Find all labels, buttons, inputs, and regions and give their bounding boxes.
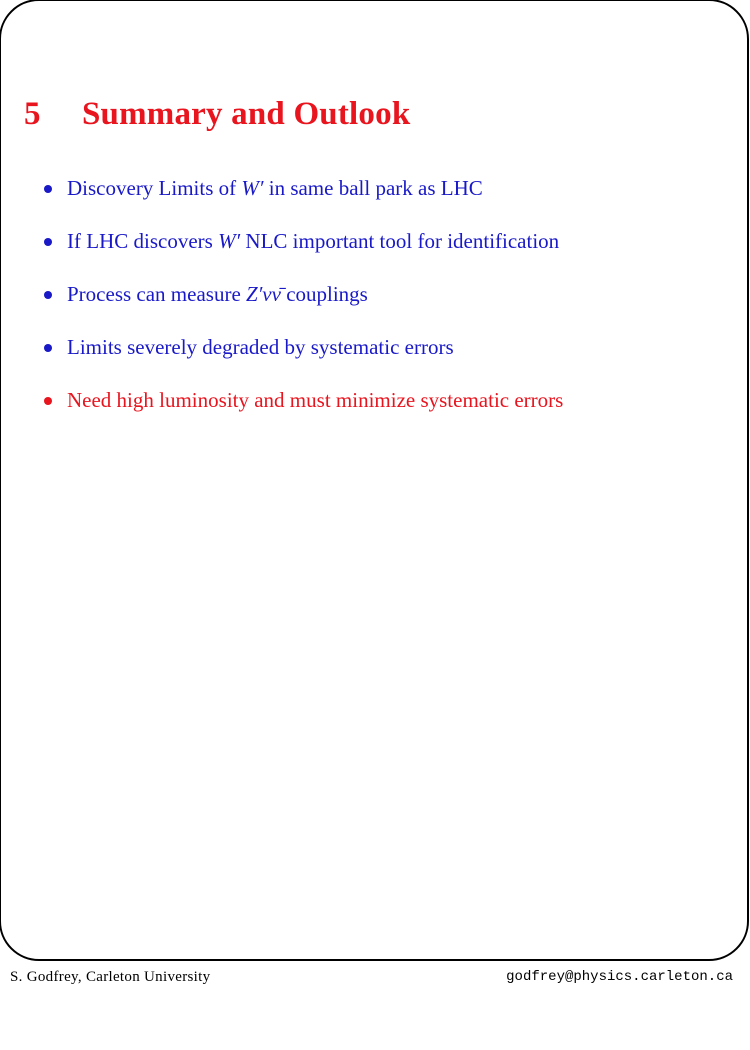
- footer-author: S. Godfrey, Carleton University: [10, 969, 211, 985]
- bullet-text: Discovery Limits of: [67, 176, 242, 200]
- bullet-item-luminosity: [44, 388, 563, 441]
- bullet-item-couplings: [44, 282, 563, 335]
- footer-email: godfrey@physics.carleton.ca: [506, 969, 733, 985]
- bullet-item-lhc-discovers: [44, 229, 563, 282]
- bullet-dot-icon: [44, 397, 52, 405]
- bullet-text: If LHC discovers: [67, 229, 219, 253]
- bullet-dot-icon: [44, 344, 52, 352]
- bullet-text: couplings: [280, 282, 368, 306]
- bullet-math: W′: [241, 176, 264, 200]
- section-title-text: Summary and Outlook: [82, 96, 411, 132]
- bullet-text: NLC important tool for identification: [240, 229, 560, 253]
- bullet-dot-icon: [44, 238, 52, 246]
- bullet-math: W′: [218, 229, 241, 253]
- bullet-text: Limits severely degraded by systematic errors: [67, 335, 454, 359]
- section-number: 5: [24, 96, 41, 132]
- bullet-dot-icon: [44, 291, 52, 299]
- bullet-math: Z′νν̄: [246, 282, 281, 306]
- bullet-text: Process can measure: [67, 282, 247, 306]
- bullet-item-discovery-limits: [44, 176, 563, 229]
- bullet-dot-icon: [44, 185, 52, 193]
- bullet-text: in same ball park as LHC: [263, 176, 483, 200]
- bullet-item-systematic-limits: [44, 335, 563, 388]
- bullet-text: Need high luminosity and must minimize systematic errors: [67, 388, 564, 412]
- section-title: [24, 96, 410, 133]
- summary-bullet-list: [44, 176, 563, 441]
